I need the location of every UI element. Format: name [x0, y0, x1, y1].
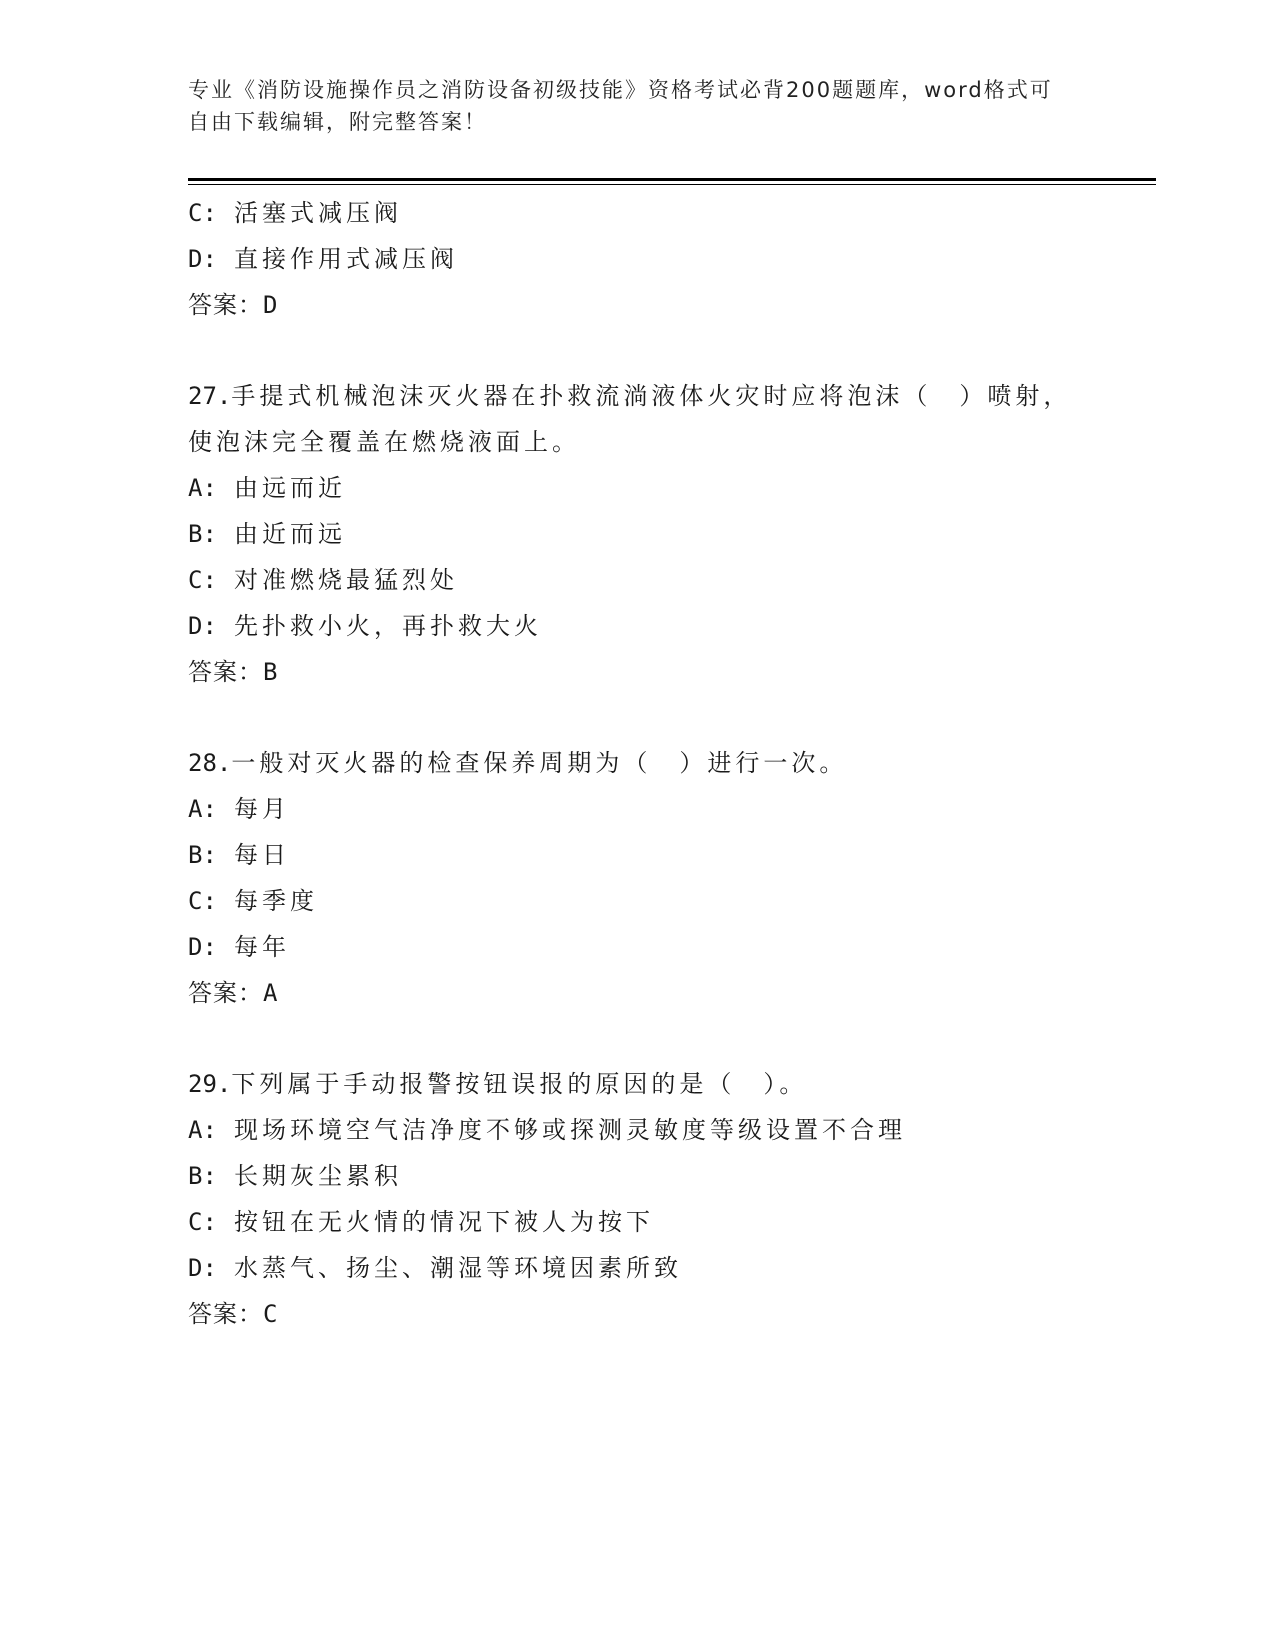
- question-stem-27: 27.手提式机械泡沫灭火器在扑救流淌液体火灾时应将泡沫（ ）喷射，使泡沫完全覆盖在燃烧液面上。: [188, 382, 1072, 456]
- answer-line: 答案：B: [188, 658, 279, 686]
- question-content: [188, 190, 1088, 1337]
- option-a: A: 由远而近: [188, 474, 346, 502]
- answer-line: 答案：A: [188, 979, 279, 1007]
- option-b: B: 每日: [188, 841, 290, 869]
- option-d: D: 先扑救小火，再扑救大火: [188, 612, 542, 640]
- answer-line: 答案：D: [188, 291, 279, 319]
- option-a: A: 每月: [188, 795, 290, 823]
- option-b: B: 由近而远: [188, 520, 346, 548]
- answer-line: 答案：C: [188, 1300, 279, 1328]
- header-rule-thin: [188, 184, 1156, 185]
- option-d: D: 每年: [188, 933, 290, 961]
- header-rule-thick: [188, 178, 1156, 181]
- question-stem-28: 28.一般对灭火器的检查保养周期为（ ）进行一次。: [188, 749, 848, 777]
- option-d: D: 水蒸气、扬尘、潮湿等环境因素所致: [188, 1254, 682, 1282]
- option-c: C: 每季度: [188, 887, 318, 915]
- option-a: A: 现场环境空气洁净度不够或探测灵敏度等级设置不合理: [188, 1116, 906, 1144]
- option-b: B: 长期灰尘累积: [188, 1162, 402, 1190]
- option-c: C: 活塞式减压阀: [188, 199, 402, 227]
- page-header: 专业《消防设施操作员之消防设备初级技能》资格考试必背200题题库，word格式可自由下载编辑，附完整答案！: [188, 78, 1053, 134]
- option-c: C: 按钮在无火情的情况下被人为按下: [188, 1208, 654, 1236]
- question-stem-29: 29.下列属于手动报警按钮误报的原因的是（ ）。: [188, 1070, 808, 1098]
- option-d: D: 直接作用式减压阀: [188, 245, 458, 273]
- option-c: C: 对准燃烧最猛烈处: [188, 566, 458, 594]
